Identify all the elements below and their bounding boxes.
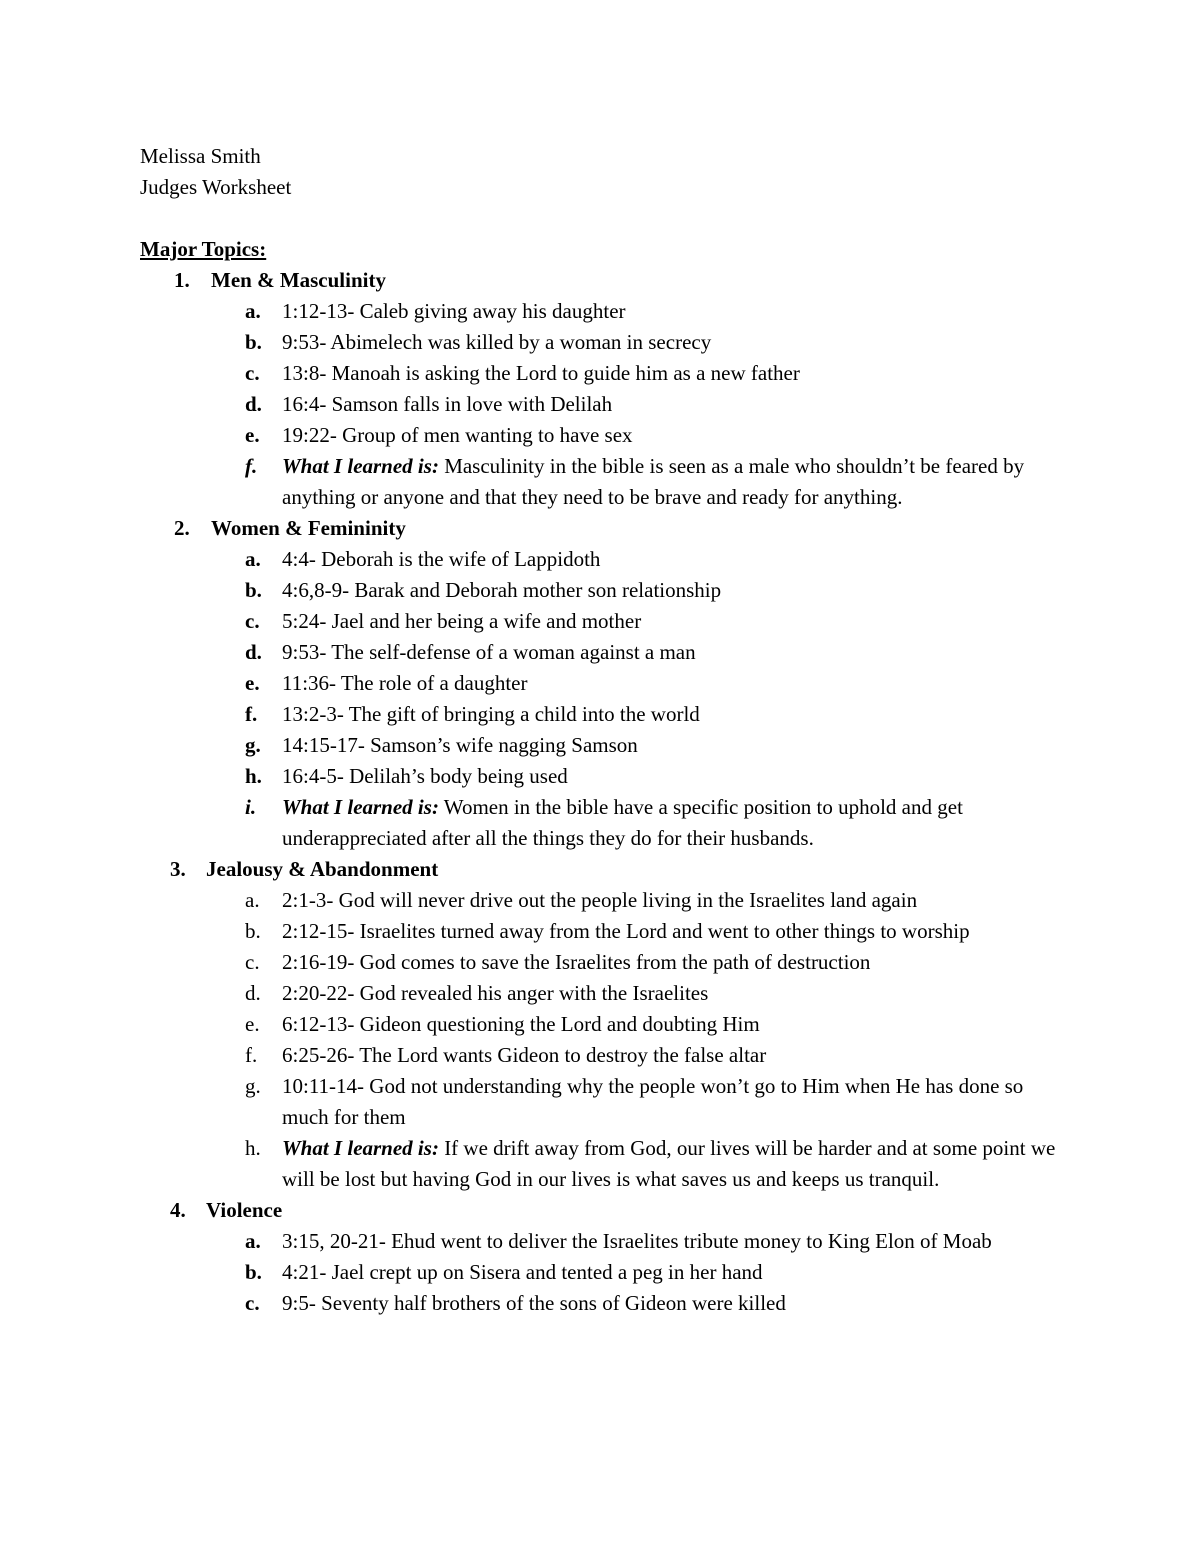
- topic-women-femininity: [140, 513, 1100, 854]
- list-marker: d.: [245, 640, 262, 664]
- list-marker: i.: [245, 795, 257, 819]
- list-marker: a.: [245, 547, 261, 571]
- list-marker: b.: [245, 919, 261, 943]
- topic-title: Jealousy & Abandonment: [206, 857, 439, 881]
- list-item: [140, 1257, 1060, 1288]
- list-item: [140, 668, 1060, 699]
- list-marker: e.: [245, 1012, 260, 1036]
- topic-number: 3.: [170, 857, 186, 881]
- list-item: [140, 544, 1060, 575]
- item-text: 1:12-13- Caleb giving away his daughter: [282, 299, 626, 323]
- list-item: [140, 978, 1060, 1009]
- list-marker: f.: [245, 702, 258, 726]
- author-name: Melissa Smith: [140, 144, 261, 168]
- topic-title: Violence: [206, 1198, 283, 1222]
- topic-men-masculinity: [140, 265, 1100, 513]
- learned-label: What I learned is:: [282, 454, 439, 478]
- list-marker: e.: [245, 671, 260, 695]
- list-item: [140, 761, 1060, 792]
- list-marker: c.: [245, 1291, 260, 1315]
- list-marker: a.: [245, 888, 260, 912]
- item-text: 16:4- Samson falls in love with Delilah: [282, 392, 613, 416]
- list-item: [140, 296, 1060, 327]
- list-marker: g.: [245, 1074, 261, 1098]
- item-text: 6:25-26- The Lord wants Gideon to destroy the false altar: [282, 1043, 767, 1067]
- topic-heading: [140, 854, 1100, 885]
- learned-text: Masculinity in the bible is seen as a male who shouldn’t be feared by anything or anyone and that they need to be brave and ready for anything.: [282, 454, 1025, 509]
- list-item: [140, 1288, 1060, 1319]
- list-marker: b.: [245, 1260, 262, 1284]
- list-marker: h.: [245, 1136, 261, 1160]
- major-topics-section: [140, 234, 1100, 1319]
- list-marker: c.: [245, 361, 260, 385]
- list-marker: b.: [245, 578, 262, 602]
- list-item: [140, 420, 1060, 451]
- topic-title: Men & Masculinity: [211, 268, 386, 292]
- list-marker: f.: [245, 1043, 258, 1067]
- list-marker: g.: [245, 733, 261, 757]
- item-text: 13:8- Manoah is asking the Lord to guide him as a new father: [282, 361, 800, 385]
- list-item: [140, 637, 1060, 668]
- item-text: 2:20-22- God revealed his anger with the Israelites: [282, 981, 709, 1005]
- topic-heading: [140, 513, 1100, 544]
- list-item: [140, 1040, 1060, 1071]
- list-item: [140, 1009, 1060, 1040]
- list-item: [140, 389, 1060, 420]
- topic-jealousy-abandonment: [140, 854, 1100, 1195]
- item-text: 4:21- Jael crept up on Sisera and tented a peg in her hand: [282, 1260, 763, 1284]
- item-text: 5:24- Jael and her being a wife and mother: [282, 609, 642, 633]
- major-topics-heading: Major Topics:: [140, 237, 267, 261]
- list-marker: c.: [245, 609, 260, 633]
- list-item: [140, 699, 1060, 730]
- list-item: [140, 916, 1060, 947]
- topic-number: 4.: [170, 1198, 186, 1222]
- item-text: 10:11-14- God not understanding why the people won’t go to Him when He has done so much for them: [282, 1074, 1024, 1129]
- list-item: [140, 1226, 1060, 1257]
- document-title: Judges Worksheet: [140, 175, 292, 199]
- learned-item: [140, 1133, 1060, 1195]
- topic-violence: [140, 1195, 1100, 1319]
- topic-number: 2.: [174, 516, 190, 540]
- learned-text: If we drift away from God, our lives will be harder and at some point we will be lost but having God in our lives is what saves us and keeps us tranquil.: [282, 1136, 1056, 1191]
- list-marker: a.: [245, 1229, 261, 1253]
- item-text: 2:16-19- God comes to save the Israelites from the path of destruction: [282, 950, 871, 974]
- list-item: [140, 730, 1060, 761]
- item-text: 13:2-3- The gift of bringing a child into the world: [282, 702, 700, 726]
- list-marker: c.: [245, 950, 260, 974]
- list-marker: b.: [245, 330, 262, 354]
- item-text: 3:15, 20-21- Ehud went to deliver the Israelites tribute money to King Elon of Moab: [282, 1229, 992, 1253]
- list-marker: e.: [245, 423, 260, 447]
- list-marker: h.: [245, 764, 262, 788]
- list-marker: d.: [245, 392, 262, 416]
- list-item: [140, 606, 1060, 637]
- list-item: [140, 1071, 1060, 1133]
- document-header: [140, 141, 291, 203]
- item-text: 2:1-3- God will never drive out the people living in the Israelites land again: [282, 888, 918, 912]
- list-item: [140, 947, 1060, 978]
- learned-text: Women in the bible have a specific position to uphold and get underappreciated after all the things they do for their husbands.: [282, 795, 963, 850]
- list-item: [140, 358, 1060, 389]
- learned-item: [140, 792, 1060, 854]
- topic-heading: [140, 1195, 1100, 1226]
- item-text: 4:4- Deborah is the wife of Lappidoth: [282, 547, 601, 571]
- item-text: 16:4-5- Delilah’s body being used: [282, 764, 568, 788]
- item-text: 2:12-15- Israelites turned away from the Lord and went to other things to worship: [282, 919, 970, 943]
- item-text: 19:22- Group of men wanting to have sex: [282, 423, 633, 447]
- item-text: 6:12-13- Gideon questioning the Lord and doubting Him: [282, 1012, 760, 1036]
- list-marker: d.: [245, 981, 261, 1005]
- topic-heading: [140, 265, 1100, 296]
- learned-label: What I learned is:: [282, 1136, 439, 1160]
- learned-item: [140, 451, 1060, 513]
- item-text: 11:36- The role of a daughter: [282, 671, 528, 695]
- item-text: 9:5- Seventy half brothers of the sons of Gideon were killed: [282, 1291, 786, 1315]
- item-text: 9:53- The self-defense of a woman against a man: [282, 640, 696, 664]
- list-marker: a.: [245, 299, 261, 323]
- item-text: 4:6,8-9- Barak and Deborah mother son relationship: [282, 578, 722, 602]
- list-item: [140, 327, 1060, 358]
- list-marker: f.: [245, 454, 258, 478]
- topic-title: Women & Femininity: [211, 516, 406, 540]
- item-text: 14:15-17- Samson’s wife nagging Samson: [282, 733, 638, 757]
- list-item: [140, 575, 1060, 606]
- item-text: 9:53- Abimelech was killed by a woman in secrecy: [282, 330, 712, 354]
- list-item: [140, 885, 1060, 916]
- learned-label: What I learned is:: [282, 795, 439, 819]
- topic-number: 1.: [174, 268, 190, 292]
